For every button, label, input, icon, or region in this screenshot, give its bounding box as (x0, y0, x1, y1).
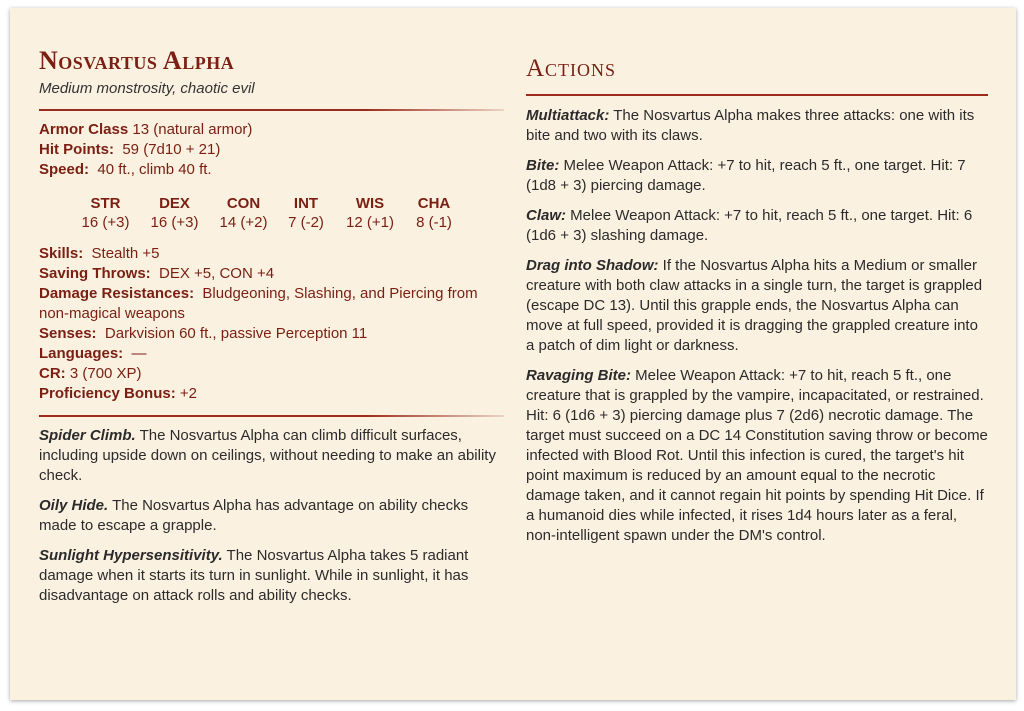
divider (39, 109, 504, 111)
senses-line (39, 324, 504, 344)
action-text: Melee Weapon Attack: +7 to hit, reach 5 ft., one target. Hit: 7 (1d8 + 3) piercing damage. (526, 157, 966, 194)
action-text: Melee Weapon Attack: +7 to hit, reach 5 ft., one target. Hit: 6 (1d6 + 3) slashing damage. (526, 207, 973, 244)
action-name: Ravaging Bite: (526, 367, 632, 384)
proficiency-label: Proficiency Bonus: (39, 385, 176, 402)
ability-name: DEX (159, 195, 190, 212)
action-text: Melee Weapon Attack: +7 to hit, reach 5 ft., one creature that is grappled by the vampire, incapacitated, or restrained. Hit: 6 (1d6 + 3) piercing damage plus 7 (2d6) necrotic damage. The target must succeed on a DC 14 Constitution saving throw or become infected with Blood Rot. Until this infection is cured, the target's hit point maximum is reduced by an amount equal to the necrotic damage taken, and it cannot regain hit points by spending Hit Dice. If a humanoid dies while infected, it rises 1d4 hours later as a feral, non-intelligent spawn under the DM's control. (526, 367, 988, 544)
hit-points-line (39, 140, 504, 160)
stat-block-card (10, 8, 1016, 700)
actions-heading: Actions (526, 55, 617, 82)
ability-name: INT (293, 195, 319, 212)
divider (526, 94, 988, 96)
action-name: Drag into Shadow: (526, 257, 659, 274)
armor-class-label: Armor Class (39, 121, 129, 138)
action-name: Bite: (526, 157, 560, 174)
trait-name: Spider Climb. (39, 427, 136, 444)
senses-label: Senses: (39, 325, 97, 342)
ability-score: 16 (+3) (81, 214, 130, 231)
saving-throws-label: Saving Throws: (39, 265, 151, 282)
action-text: If the Nosvartus Alpha hits a Medium or smaller creature with both claw attacks in a single turn, the target is grappled (escape DC 13). Until this grapple ends, the Nosvartus Alpha can move at full speed, provided it is dragging the grappled creature into a patch of dim light or darkness. (526, 257, 983, 354)
ability-name: CON (226, 195, 261, 212)
ability-dex (140, 194, 209, 232)
ability-name: WIS (355, 195, 385, 212)
action-text: The Nosvartus Alpha makes three attacks: one with its bite and two with its claws. (526, 107, 975, 144)
trait-text: The Nosvartus Alpha has advantage on ability checks made to escape a grapple. (39, 497, 469, 534)
action-drag-into-shadow (526, 256, 988, 356)
ability-score: 7 (-2) (288, 214, 324, 231)
trait-oily-hide (39, 496, 504, 536)
action-bite (526, 156, 988, 196)
armor-class-line (39, 120, 504, 140)
trait-name: Sunlight Hypersensitivity. (39, 547, 223, 564)
speed-label: Speed: (39, 161, 90, 178)
trait-sunlight-hypersensitivity (39, 546, 504, 606)
left-column (39, 46, 504, 616)
hit-points-label: Hit Points: (39, 141, 114, 158)
ability-score: 16 (+3) (150, 214, 199, 231)
cr-label: CR: (39, 365, 66, 382)
cr-value: 3 (700 XP) (69, 365, 142, 382)
ability-name: CHA (417, 195, 451, 212)
proficiency-value: +2 (179, 385, 197, 402)
ability-scores (71, 194, 504, 232)
action-multiattack (526, 106, 988, 146)
ability-int (278, 194, 334, 232)
languages-value: — (131, 345, 147, 362)
trait-text: The Nosvartus Alpha can climb difficult surfaces, including upside down on ceilings, without needing to make an ability check. (39, 427, 496, 484)
hit-points-value: 59 (7d10 + 21) (122, 141, 221, 158)
speed-line (39, 160, 504, 180)
cr-line (39, 364, 504, 384)
ability-score: 14 (+2) (219, 214, 268, 231)
damage-resistances-value: Bludgeoning, Slashing, and Piercing from non-magical weapons (39, 285, 478, 322)
ability-score: 8 (-1) (416, 214, 452, 231)
monster-name: Nosvartus Alpha (39, 46, 235, 75)
action-name: Multiattack: (526, 107, 610, 124)
trait-text: The Nosvartus Alpha takes 5 radiant damage when it starts its turn in sunlight. While in sunlight, it has disadvantage on attack rolls and ability checks. (39, 547, 469, 604)
action-name: Claw: (526, 207, 567, 224)
right-column (526, 54, 988, 556)
ability-name: STR (90, 195, 121, 212)
saving-throws-value: DEX +5, CON +4 (159, 265, 275, 282)
monster-type: Medium monstrosity, chaotic evil (39, 80, 255, 97)
proficiency-line (39, 384, 504, 404)
ability-score: 12 (+1) (346, 214, 394, 231)
ability-str (71, 194, 140, 232)
ability-wis (334, 194, 406, 232)
damage-resistances-label: Damage Resistances: (39, 285, 195, 302)
languages-line (39, 344, 504, 364)
action-ravaging-bite (526, 366, 988, 546)
trait-spider-climb (39, 426, 504, 486)
action-claw (526, 206, 988, 246)
ability-con (209, 194, 278, 232)
saving-throws-line (39, 264, 504, 284)
skills-line (39, 244, 504, 264)
damage-resistances-line (39, 284, 504, 324)
speed-value: 40 ft., climb 40 ft. (97, 161, 212, 178)
languages-label: Languages: (39, 345, 124, 362)
ability-cha (406, 194, 462, 232)
trait-name: Oily Hide. (39, 497, 109, 514)
skills-label: Skills: (39, 245, 84, 262)
armor-class-value: 13 (natural armor) (132, 121, 253, 138)
skills-value: Stealth +5 (91, 245, 160, 262)
divider (39, 415, 504, 417)
senses-value: Darkvision 60 ft., passive Perception 11 (104, 325, 368, 342)
